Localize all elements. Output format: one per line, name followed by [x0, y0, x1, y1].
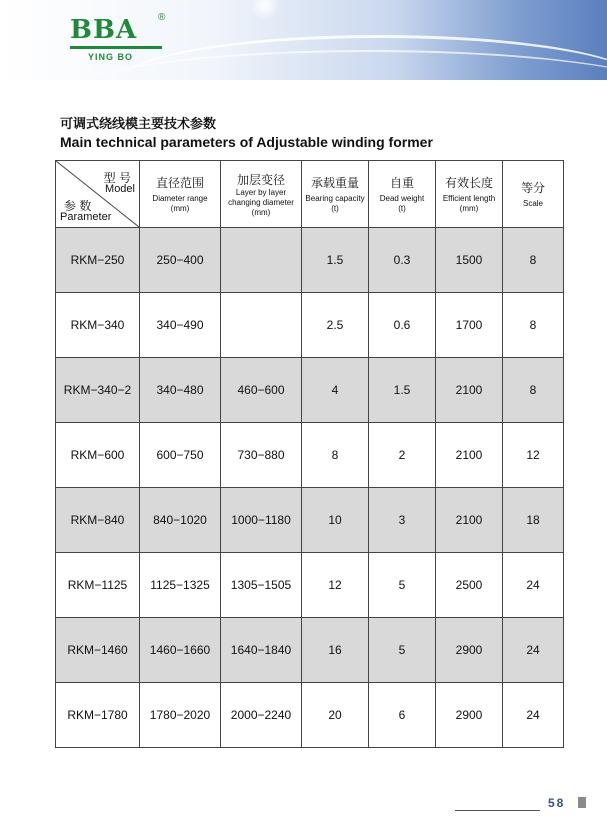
- cell-weight: 5: [369, 553, 436, 618]
- corner-param-en: Parameter: [60, 211, 112, 223]
- cell-layer: 1305−1505: [221, 553, 302, 618]
- cell-model: RKM−840: [56, 488, 140, 553]
- cell-diameter: 1125−1325: [140, 553, 221, 618]
- cell-length: 2500: [436, 553, 503, 618]
- cell-layer: [221, 293, 302, 358]
- cell-diameter: 1460−1660: [140, 618, 221, 683]
- cell-layer: 730−880: [221, 423, 302, 488]
- parameters-table: [55, 160, 564, 748]
- cell-model: RKM−340−2: [56, 358, 140, 423]
- column-header-diameter: [140, 161, 221, 228]
- column-header-en: Efficient length: [442, 194, 496, 203]
- cell-diameter: 600−750: [140, 423, 221, 488]
- column-header-unit: (t): [398, 204, 406, 213]
- cell-capacity: 12: [302, 553, 369, 618]
- column-header-cn: 等分: [520, 181, 545, 195]
- registered-mark: ®: [158, 12, 166, 23]
- table-row: [56, 423, 564, 488]
- cell-length: 2900: [436, 683, 503, 748]
- cell-length: 2100: [436, 488, 503, 553]
- brand-logo: [70, 12, 170, 66]
- header-banner: [0, 0, 607, 80]
- cell-weight: 1.5: [369, 358, 436, 423]
- column-header-cn: 加层变径: [236, 172, 285, 187]
- column-header-scale: [503, 161, 564, 228]
- table-row: [56, 293, 564, 358]
- cell-diameter: 340−490: [140, 293, 221, 358]
- cell-length: 2100: [436, 423, 503, 488]
- cell-weight: 6: [369, 683, 436, 748]
- column-header-en: Dead weight: [379, 194, 425, 203]
- corner-param-cn: 参 数: [64, 199, 92, 213]
- cell-scale: 24: [503, 683, 564, 748]
- header-corner-cell: [56, 161, 140, 228]
- cell-diameter: 840−1020: [140, 488, 221, 553]
- cell-scale: 24: [503, 553, 564, 618]
- page-title-cn: 可调式绕线模主要技术参数: [60, 116, 217, 131]
- cell-scale: 8: [503, 228, 564, 293]
- cell-layer: 460−600: [221, 358, 302, 423]
- column-header-cn: 承载重量: [310, 176, 359, 190]
- cell-layer: 1000−1180: [221, 488, 302, 553]
- corner-model-en: Model: [105, 183, 135, 195]
- cell-model: RKM−600: [56, 423, 140, 488]
- cell-model: RKM−250: [56, 228, 140, 293]
- table-row: [56, 683, 564, 748]
- cell-capacity: 4: [302, 358, 369, 423]
- page-title-en: Main technical parameters of Adjustable winding former: [60, 134, 433, 150]
- table-body: [56, 228, 564, 748]
- table-row: [56, 358, 564, 423]
- cell-capacity: 10: [302, 488, 369, 553]
- page-number: 58: [548, 796, 566, 810]
- cell-weight: 0.3: [369, 228, 436, 293]
- column-header-unit: (mm): [459, 204, 479, 213]
- cell-model: RKM−1780: [56, 683, 140, 748]
- cell-weight: 2: [369, 423, 436, 488]
- cell-diameter: 1780−2020: [140, 683, 221, 748]
- logo-underline: [70, 46, 162, 49]
- cell-weight: 0.6: [369, 293, 436, 358]
- column-header-en: Diameter range: [152, 194, 208, 203]
- cell-capacity: 16: [302, 618, 369, 683]
- table-row: [56, 488, 564, 553]
- cell-length: 2100: [436, 358, 503, 423]
- corner-type-cn: 型 号: [103, 171, 131, 185]
- column-header-unit: (mm): [251, 207, 271, 217]
- cell-length: 2900: [436, 618, 503, 683]
- cell-weight: 5: [369, 618, 436, 683]
- cell-capacity: 1.5: [302, 228, 369, 293]
- column-header-capacity: [302, 161, 369, 228]
- table-header-row: [56, 161, 564, 228]
- cell-capacity: 20: [302, 683, 369, 748]
- column-header-en: Scale: [522, 199, 543, 208]
- cell-scale: 8: [503, 358, 564, 423]
- cell-scale: 18: [503, 488, 564, 553]
- column-header-cn: 有效长度: [444, 176, 493, 190]
- cell-diameter: 340−480: [140, 358, 221, 423]
- cell-weight: 3: [369, 488, 436, 553]
- logo-subtitle: YING BO: [88, 52, 134, 62]
- cell-length: 1500: [436, 228, 503, 293]
- cell-diameter: 250−400: [140, 228, 221, 293]
- cell-capacity: 2.5: [302, 293, 369, 358]
- logo-text: BBA: [70, 15, 138, 45]
- cell-scale: 24: [503, 618, 564, 683]
- banner-glow: [250, 0, 280, 20]
- table-row: [56, 553, 564, 618]
- column-header-weight: [369, 161, 436, 228]
- column-header-length: [436, 161, 503, 228]
- column-header-layer: [221, 161, 302, 228]
- column-header-unit: (t): [331, 204, 339, 213]
- cell-scale: 8: [503, 293, 564, 358]
- table-row: [56, 618, 564, 683]
- page-marker: [578, 797, 586, 808]
- table-row: [56, 228, 564, 293]
- cell-layer: 1640−1840: [221, 618, 302, 683]
- column-header-cn: 直径范围: [155, 176, 204, 190]
- cell-capacity: 8: [302, 423, 369, 488]
- cell-model: RKM−1125: [56, 553, 140, 618]
- footer-rule: [455, 810, 540, 811]
- cell-length: 1700: [436, 293, 503, 358]
- cell-layer: [221, 228, 302, 293]
- cell-model: RKM−1460: [56, 618, 140, 683]
- cell-layer: 2000−2240: [221, 683, 302, 748]
- column-header-cn: 自重: [389, 176, 414, 190]
- column-header-en: Layer by layer changing diameter: [228, 187, 294, 207]
- column-header-unit: (mm): [170, 204, 190, 213]
- cell-model: RKM−340: [56, 293, 140, 358]
- cell-scale: 12: [503, 423, 564, 488]
- column-header-en: Bearing capacity: [305, 194, 365, 203]
